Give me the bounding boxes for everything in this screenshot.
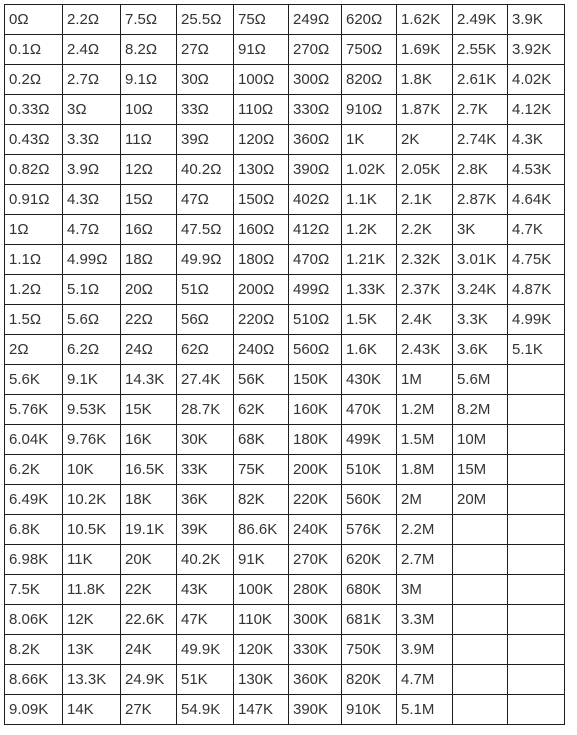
table-cell: 8.06K <box>5 605 63 635</box>
table-row <box>5 425 565 455</box>
table-cell: 130K <box>234 665 289 695</box>
table-cell: 2.4Ω <box>63 35 121 65</box>
table-cell: 27K <box>121 695 177 725</box>
table-cell: 47K <box>177 605 234 635</box>
table-cell: 4.7K <box>508 215 565 245</box>
table-cell: 402Ω <box>289 185 342 215</box>
table-cell: 360K <box>289 665 342 695</box>
table-cell: 1.5K <box>342 305 397 335</box>
table-cell: 499K <box>342 425 397 455</box>
table-cell: 22.6K <box>121 605 177 635</box>
table-cell: 10Ω <box>121 95 177 125</box>
table-cell: 30Ω <box>177 65 234 95</box>
table-cell: 3.01K <box>453 245 508 275</box>
table-cell: 0.91Ω <box>5 185 63 215</box>
table-cell: 2.49K <box>453 5 508 35</box>
table-cell: 8.2M <box>453 395 508 425</box>
table-cell: 4.3K <box>508 125 565 155</box>
table-cell: 91K <box>234 545 289 575</box>
table-cell: 4.3Ω <box>63 185 121 215</box>
table-cell: 6.98K <box>5 545 63 575</box>
table-cell: 200Ω <box>234 275 289 305</box>
table-row <box>5 335 565 365</box>
table-cell: 390K <box>289 695 342 725</box>
table-cell: 750K <box>342 635 397 665</box>
table-cell: 14.3K <box>121 365 177 395</box>
table-cell: 1.1Ω <box>5 245 63 275</box>
table-row <box>5 455 565 485</box>
table-cell: 240K <box>289 515 342 545</box>
table-cell: 360Ω <box>289 125 342 155</box>
table-cell: 6.04K <box>5 425 63 455</box>
table-cell: 7.5Ω <box>121 5 177 35</box>
table-cell: 510Ω <box>289 305 342 335</box>
table-row <box>5 365 565 395</box>
table-cell <box>508 485 565 515</box>
table-cell: 9.1K <box>63 365 121 395</box>
table-cell: 27Ω <box>177 35 234 65</box>
table-row <box>5 545 565 575</box>
table-cell: 5.6Ω <box>63 305 121 335</box>
table-row <box>5 485 565 515</box>
table-row <box>5 395 565 425</box>
table-cell: 56K <box>234 365 289 395</box>
table-cell <box>453 515 508 545</box>
table-cell: 1.87K <box>397 95 453 125</box>
table-cell: 4.12K <box>508 95 565 125</box>
table-cell <box>508 545 565 575</box>
table-cell: 3Ω <box>63 95 121 125</box>
table-cell: 2K <box>397 125 453 155</box>
table-cell: 22K <box>121 575 177 605</box>
table-cell: 576K <box>342 515 397 545</box>
table-cell: 47Ω <box>177 185 234 215</box>
table-cell: 2.7Ω <box>63 65 121 95</box>
table-cell: 220K <box>289 485 342 515</box>
table-cell: 200K <box>289 455 342 485</box>
table-cell: 9.76K <box>63 425 121 455</box>
table-cell: 3K <box>453 215 508 245</box>
table-cell: 2.43K <box>397 335 453 365</box>
table-cell: 51Ω <box>177 275 234 305</box>
table-cell: 62Ω <box>177 335 234 365</box>
table-cell: 9.53K <box>63 395 121 425</box>
table-cell <box>508 665 565 695</box>
table-cell: 2M <box>397 485 453 515</box>
table-cell: 5.6K <box>5 365 63 395</box>
table-cell: 2.74K <box>453 125 508 155</box>
table-cell: 300Ω <box>289 65 342 95</box>
table-cell: 2.32K <box>397 245 453 275</box>
table-cell: 180K <box>289 425 342 455</box>
table-cell <box>453 605 508 635</box>
table-cell: 8.66K <box>5 665 63 695</box>
table-cell: 86.6K <box>234 515 289 545</box>
table-cell: 49.9Ω <box>177 245 234 275</box>
table-cell: 54.9K <box>177 695 234 725</box>
table-cell: 4.87K <box>508 275 565 305</box>
table-cell: 3.92K <box>508 35 565 65</box>
table-row <box>5 635 565 665</box>
table-cell: 910Ω <box>342 95 397 125</box>
table-cell <box>508 605 565 635</box>
table-row <box>5 575 565 605</box>
table-cell <box>508 395 565 425</box>
table-cell: 510K <box>342 455 397 485</box>
table-cell: 33Ω <box>177 95 234 125</box>
table-cell <box>508 695 565 725</box>
table-cell <box>508 515 565 545</box>
table-cell: 220Ω <box>234 305 289 335</box>
table-cell: 40.2K <box>177 545 234 575</box>
table-row <box>5 695 565 725</box>
table-cell: 2.7M <box>397 545 453 575</box>
table-cell: 2.8K <box>453 155 508 185</box>
table-cell: 3.3Ω <box>63 125 121 155</box>
table-cell: 3.24K <box>453 275 508 305</box>
table-cell: 6.2Ω <box>63 335 121 365</box>
table-cell: 10K <box>63 455 121 485</box>
table-cell <box>508 455 565 485</box>
table-cell: 36K <box>177 485 234 515</box>
table-cell: 24K <box>121 635 177 665</box>
table-cell: 620Ω <box>342 5 397 35</box>
table-row <box>5 125 565 155</box>
table-cell: 15Ω <box>121 185 177 215</box>
table-row <box>5 275 565 305</box>
table-cell: 0.33Ω <box>5 95 63 125</box>
table-cell: 4.7M <box>397 665 453 695</box>
table-body <box>5 5 565 725</box>
table-row <box>5 215 565 245</box>
table-cell: 820Ω <box>342 65 397 95</box>
table-cell: 1.1K <box>342 185 397 215</box>
table-cell: 249Ω <box>289 5 342 35</box>
table-cell: 20M <box>453 485 508 515</box>
table-cell: 24Ω <box>121 335 177 365</box>
table-cell: 3.3M <box>397 605 453 635</box>
table-cell: 9.09K <box>5 695 63 725</box>
table-cell: 2Ω <box>5 335 63 365</box>
table-cell: 3.6K <box>453 335 508 365</box>
table-cell: 62K <box>234 395 289 425</box>
table-row <box>5 605 565 635</box>
table-cell: 100K <box>234 575 289 605</box>
table-cell: 1.02K <box>342 155 397 185</box>
table-cell: 10.2K <box>63 485 121 515</box>
table-cell: 120Ω <box>234 125 289 155</box>
table-cell: 2.61K <box>453 65 508 95</box>
table-cell: 20K <box>121 545 177 575</box>
table-cell: 18K <box>121 485 177 515</box>
table-cell: 30K <box>177 425 234 455</box>
table-cell: 24.9K <box>121 665 177 695</box>
table-cell: 150K <box>289 365 342 395</box>
table-cell: 1.2M <box>397 395 453 425</box>
table-cell: 2.05K <box>397 155 453 185</box>
table-cell: 5.1M <box>397 695 453 725</box>
table-cell <box>508 635 565 665</box>
table-cell: 49.9K <box>177 635 234 665</box>
resistor-value-table <box>4 4 565 725</box>
table-cell: 412Ω <box>289 215 342 245</box>
table-cell: 560Ω <box>289 335 342 365</box>
table-cell: 8.2K <box>5 635 63 665</box>
table-cell: 147K <box>234 695 289 725</box>
table-cell: 82K <box>234 485 289 515</box>
table-row <box>5 185 565 215</box>
table-cell: 43K <box>177 575 234 605</box>
table-cell: 2.2K <box>397 215 453 245</box>
table-cell: 1.5M <box>397 425 453 455</box>
table-cell: 1.5Ω <box>5 305 63 335</box>
table-cell <box>453 545 508 575</box>
table-cell: 6.49K <box>5 485 63 515</box>
table-cell: 3.9Ω <box>63 155 121 185</box>
table-cell: 750Ω <box>342 35 397 65</box>
table-cell: 0.1Ω <box>5 35 63 65</box>
table-cell: 4.02K <box>508 65 565 95</box>
table-cell: 4.64K <box>508 185 565 215</box>
table-cell: 10.5K <box>63 515 121 545</box>
table-cell: 560K <box>342 485 397 515</box>
table-cell: 16Ω <box>121 215 177 245</box>
table-cell: 68K <box>234 425 289 455</box>
table-row <box>5 665 565 695</box>
table-cell: 5.1Ω <box>63 275 121 305</box>
table-row <box>5 305 565 335</box>
table-cell: 681K <box>342 605 397 635</box>
table-cell: 51K <box>177 665 234 695</box>
table-cell: 820K <box>342 665 397 695</box>
table-cell: 160K <box>289 395 342 425</box>
table-cell <box>508 425 565 455</box>
table-cell: 1.69K <box>397 35 453 65</box>
table-row <box>5 95 565 125</box>
table-cell: 240Ω <box>234 335 289 365</box>
table-cell: 7.5K <box>5 575 63 605</box>
table-cell: 16K <box>121 425 177 455</box>
table-row <box>5 245 565 275</box>
table-cell <box>453 575 508 605</box>
table-cell: 680K <box>342 575 397 605</box>
table-cell: 2.55K <box>453 35 508 65</box>
table-cell: 3.9M <box>397 635 453 665</box>
table-cell <box>453 695 508 725</box>
table-cell: 5.6M <box>453 365 508 395</box>
table-cell: 20Ω <box>121 275 177 305</box>
table-cell: 1.8K <box>397 65 453 95</box>
table-cell: 4.75K <box>508 245 565 275</box>
table-row <box>5 155 565 185</box>
table-cell: 1.21K <box>342 245 397 275</box>
table-cell: 19.1K <box>121 515 177 545</box>
table-cell: 14K <box>63 695 121 725</box>
table-cell: 22Ω <box>121 305 177 335</box>
table-cell: 110K <box>234 605 289 635</box>
table-cell: 0.2Ω <box>5 65 63 95</box>
table-cell: 330Ω <box>289 95 342 125</box>
table-cell: 1.2K <box>342 215 397 245</box>
table-cell: 3.9K <box>508 5 565 35</box>
table-cell: 15K <box>121 395 177 425</box>
table-cell: 100Ω <box>234 65 289 95</box>
table-cell: 4.99K <box>508 305 565 335</box>
table-cell: 27.4K <box>177 365 234 395</box>
table-cell: 2.2Ω <box>63 5 121 35</box>
table-cell: 1.33K <box>342 275 397 305</box>
table-cell: 2.87K <box>453 185 508 215</box>
table-cell: 470Ω <box>289 245 342 275</box>
table-cell: 330K <box>289 635 342 665</box>
table-cell: 1.62K <box>397 5 453 35</box>
table-cell: 4.53K <box>508 155 565 185</box>
table-cell: 160Ω <box>234 215 289 245</box>
table-cell: 91Ω <box>234 35 289 65</box>
table-cell: 18Ω <box>121 245 177 275</box>
table-cell: 470K <box>342 395 397 425</box>
table-row <box>5 515 565 545</box>
table-cell: 1.6K <box>342 335 397 365</box>
table-cell: 2.37K <box>397 275 453 305</box>
table-row <box>5 35 565 65</box>
table-cell: 1K <box>342 125 397 155</box>
table-cell: 10M <box>453 425 508 455</box>
table-cell: 28.7K <box>177 395 234 425</box>
table-cell: 270Ω <box>289 35 342 65</box>
table-cell: 300K <box>289 605 342 635</box>
table-cell <box>453 635 508 665</box>
table-cell: 1M <box>397 365 453 395</box>
table-cell: 2.1K <box>397 185 453 215</box>
table-cell: 180Ω <box>234 245 289 275</box>
table-cell: 0Ω <box>5 5 63 35</box>
table-cell: 13.3K <box>63 665 121 695</box>
table-cell: 3M <box>397 575 453 605</box>
table-cell: 130Ω <box>234 155 289 185</box>
table-cell: 5.76K <box>5 395 63 425</box>
table-cell: 2.2M <box>397 515 453 545</box>
table-cell <box>453 665 508 695</box>
table-cell: 13K <box>63 635 121 665</box>
table-cell: 6.2K <box>5 455 63 485</box>
table-cell: 2.4K <box>397 305 453 335</box>
table-cell: 110Ω <box>234 95 289 125</box>
table-cell: 4.7Ω <box>63 215 121 245</box>
table-cell: 1Ω <box>5 215 63 245</box>
table-cell: 390Ω <box>289 155 342 185</box>
table-cell: 499Ω <box>289 275 342 305</box>
table-cell: 1.8M <box>397 455 453 485</box>
table-cell: 910K <box>342 695 397 725</box>
table-cell: 16.5K <box>121 455 177 485</box>
table-cell: 12K <box>63 605 121 635</box>
table-cell: 0.43Ω <box>5 125 63 155</box>
table-cell: 8.2Ω <box>121 35 177 65</box>
table-cell: 5.1K <box>508 335 565 365</box>
table-cell: 280K <box>289 575 342 605</box>
table-cell: 620K <box>342 545 397 575</box>
table-row <box>5 5 565 35</box>
table-cell: 270K <box>289 545 342 575</box>
table-cell: 75Ω <box>234 5 289 35</box>
table-cell: 33K <box>177 455 234 485</box>
table-cell: 150Ω <box>234 185 289 215</box>
table-cell: 9.1Ω <box>121 65 177 95</box>
table-cell: 2.7K <box>453 95 508 125</box>
table-cell: 12Ω <box>121 155 177 185</box>
table-cell: 39Ω <box>177 125 234 155</box>
table-cell <box>508 575 565 605</box>
table-cell: 75K <box>234 455 289 485</box>
table-cell: 11Ω <box>121 125 177 155</box>
table-cell: 4.99Ω <box>63 245 121 275</box>
table-cell: 430K <box>342 365 397 395</box>
table-cell: 56Ω <box>177 305 234 335</box>
table-cell: 15M <box>453 455 508 485</box>
table-row <box>5 65 565 95</box>
table-cell: 25.5Ω <box>177 5 234 35</box>
table-cell: 1.2Ω <box>5 275 63 305</box>
table-cell: 11.8K <box>63 575 121 605</box>
table-cell: 40.2Ω <box>177 155 234 185</box>
table-cell: 47.5Ω <box>177 215 234 245</box>
table-cell: 120K <box>234 635 289 665</box>
table-cell: 3.3K <box>453 305 508 335</box>
table-cell: 11K <box>63 545 121 575</box>
table-cell: 6.8K <box>5 515 63 545</box>
table-cell: 0.82Ω <box>5 155 63 185</box>
table-cell: 39K <box>177 515 234 545</box>
table-cell <box>508 365 565 395</box>
